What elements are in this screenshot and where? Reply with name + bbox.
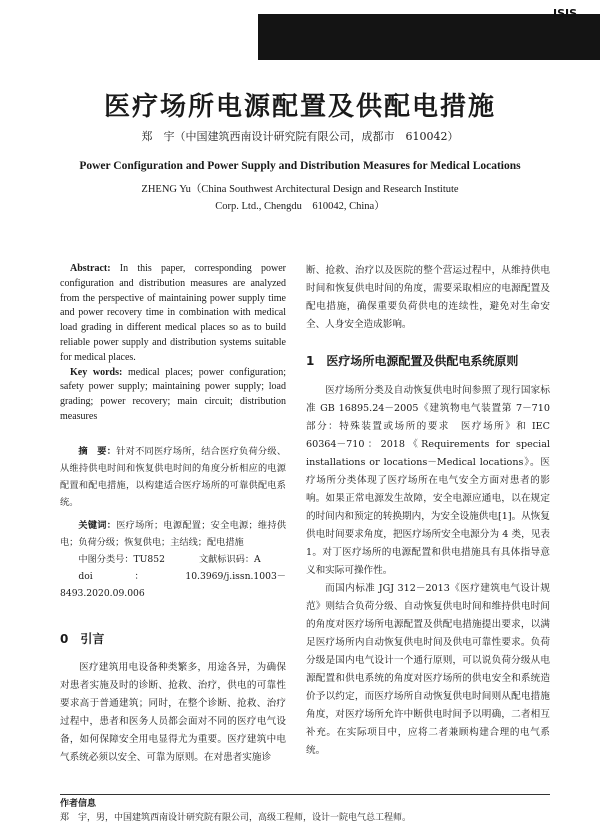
- keywords-cn-label: 关键词：: [78, 519, 117, 531]
- clc-number: 中图分类号：TU852: [78, 553, 165, 565]
- abstract-cn: [60, 443, 286, 511]
- keywords-en: [60, 366, 286, 425]
- keywords-text: medical places; power configuration; safety power supply; maintaining power supply; load grading; power recovery; main circuit; distribution measures: [60, 366, 286, 422]
- section-1-para-2: 而国内标准 JGJ 312－2013《医疗建筑电气设计规范》则结合负荷分级、自动恢复供电时间和维持供电时间的角度对医疗场所电源配置及供配电措施提出要求，以满足医疗场所内自动恢复供电时间及供电可靠性要求。负荷分级是国内电气设计一个通行原则，可以说负荷分级从电源配置和供电系统的角度对医疗场所的供电安全和系统造价予以约定，而医疗场所自动恢复供电时间则从配电措施角度，对医疗场所允许中断供电时间予以明确，二者相互补充。在实际项目中，应将二者兼顾构建合理的电气系统。: [306, 583, 550, 756]
- document-code: 文献标识码：A: [198, 553, 261, 565]
- paper-title-en: Power Configuration and Power Supply and Distribution Measures for Medical Locations: [79, 160, 521, 172]
- section-0-text: 医疗建筑用电设备种类繁多，用途各异，为确保对患者实施及时的诊断、抢救、治疗，供电的可靠性要求高于普通建筑；同时，在整个诊断、抢救、治疗过程中，患者和医务人员都会面对不同的医疗电气设备，如何保障安全用电显得尤为重要。医疗建筑中电气系统必须以安全、可靠为原则。在对患者实施诊: [60, 661, 286, 763]
- keywords-cn: [60, 517, 286, 551]
- author-info-label: 作者信息: [60, 799, 97, 809]
- author-line-en-2: Corp. Ltd., Chengdu 610042, China）: [215, 201, 385, 212]
- keywords-cn-text: 医疗场所；电源配置；安全电源；维持供电；负荷分级；恢复供电；主结线；配电措施: [60, 519, 287, 548]
- author-affiliation-en: [120, 181, 480, 215]
- keywords-label: Key words:: [70, 366, 123, 378]
- author-info-text: 郑 宇，男，中国建筑西南设计研究院有限公司，高级工程师，设计一院电气总工程师。: [60, 813, 412, 823]
- section-0-continued: 断、抢救、治疗以及医院的整个营运过程中，从维持供电时间和恢复供电时间的角度，需要采取相应的电源配置及配电措施，确保重要负荷供电的连续性，避免对生命安全、人身安全造成影响。: [306, 265, 550, 330]
- right-column: [306, 262, 550, 760]
- abstract-en: [60, 262, 286, 366]
- section-1-heading: 1 医疗场所电源配置及供配电系统原则: [306, 354, 519, 368]
- left-column: [60, 262, 286, 767]
- abstract-cn-text: 针对不同医疗场所，结合医疗负荷分级、从维持供电时间和恢复供电时间的角度分析相应的电源配置和配电措施，以构建适合医疗场所的可靠供配电系统。: [60, 445, 287, 508]
- classification-line: [60, 551, 286, 568]
- section-0-heading: 0 引言: [60, 631, 105, 646]
- footnote-divider: [60, 794, 550, 795]
- section-1-para-1: 医疗场所分类及自动恢复供电时间参照了现行国家标准 GB 16895.24－2005《建筑物电气装置第 7－710 部分：特殊装置或场所的要求 医疗场所》和 IEC 60364－710：2018《Requirements for special installations or locations－Medical locations》。医疗场所分类体现了医疗场所在电气安全方面对患者的影响。如果正常电源发生故障，安全电源应通电，以在规定的时间内和预定的转换期内，为安全设施供电[1]。从恢复供电时间要求角度，把医疗场所安全电源分为 4 类，见表 1。对丁医疗场所的电源配置和供电措施具有具体指导意义和实际可操作性。: [306, 385, 550, 576]
- author-line-cn: 郑 宇（中国建筑西南设计研究院有限公司，成都市 610042）: [141, 130, 459, 143]
- abstract-text: In this paper, corresponding power configuration and distribution measures are analyzed from the perspective of maintaining power supply time and power recovery time in combination with medical load grading in different medical places so as to build reliable power supply and distribution systems suitable for medical places.: [60, 263, 286, 363]
- doi-line: doi：10.3969/j.issn.1003－8493.2020.09.006: [60, 570, 286, 599]
- abstract-cn-label: 摘 要：: [78, 445, 117, 457]
- journal-logo: ISIS: [552, 7, 578, 20]
- paper-title-cn: 医疗场所电源配置及供配电措施: [103, 92, 496, 122]
- abstract-label: Abstract:: [70, 263, 111, 274]
- author-line-en-1: ZHENG Yu（China Southwest Architectural Design and Research Institute: [141, 184, 459, 195]
